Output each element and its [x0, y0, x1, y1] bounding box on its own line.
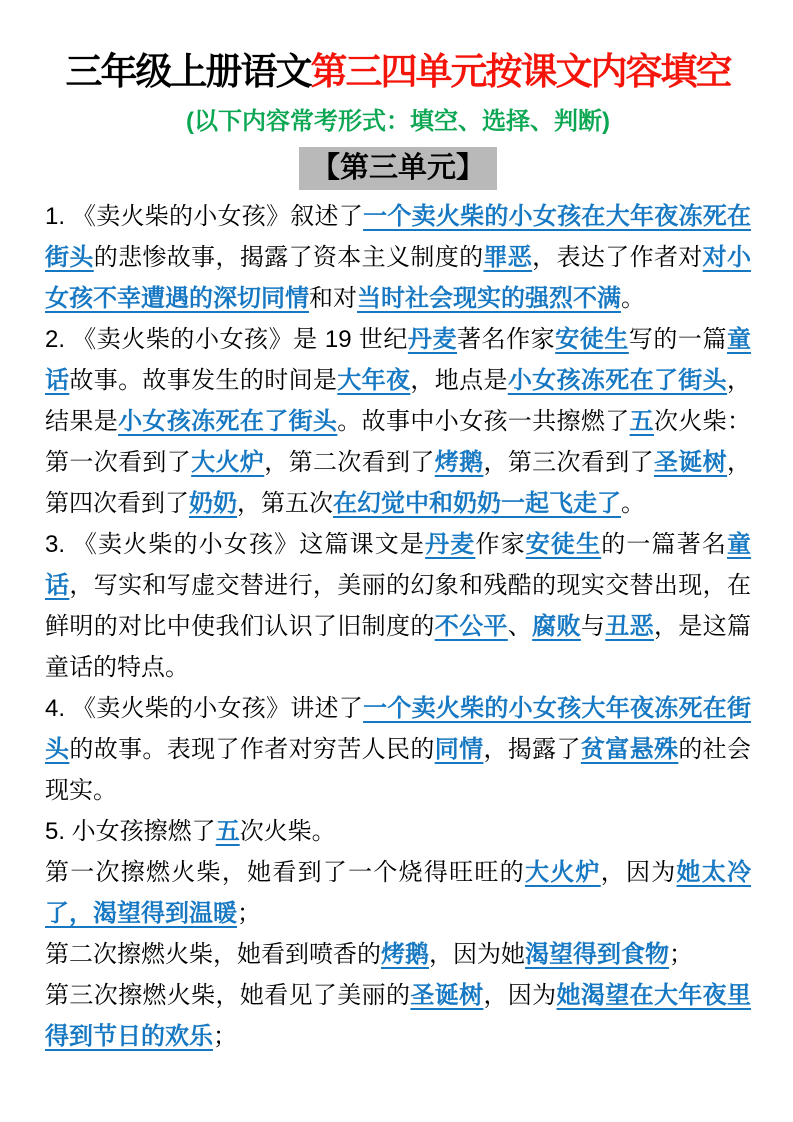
- paragraph: [45, 975, 751, 1057]
- blank-answer: 对小女孩不幸遭遇的深切同情: [45, 243, 752, 312]
- text-segment: ，第五次: [237, 489, 333, 517]
- blank-answer: 童话: [45, 325, 752, 394]
- text-segment: 、: [507, 612, 533, 640]
- blank-answer: 奶奶: [189, 489, 237, 517]
- text-segment: 的故事。表现了作者对穷苦人民的: [69, 735, 435, 763]
- paragraph: [45, 319, 751, 524]
- blank-answer: 丹麦: [407, 325, 457, 353]
- blank-answer: 安徒生: [525, 530, 602, 558]
- blank-answer: 一个卖火柴的小女孩在大年夜冻死在街头: [45, 202, 751, 271]
- blank-answer: 烤鹅: [434, 448, 484, 476]
- blank-answer: 大年夜: [337, 366, 411, 394]
- text-segment: 。: [621, 489, 645, 517]
- text-segment: 。故事中小女孩一共擦燃了: [337, 407, 630, 435]
- text-segment: ，结果是: [45, 366, 752, 435]
- blank-answer: 五: [629, 407, 654, 435]
- text-segment: 作家: [475, 530, 526, 558]
- text-segment: ；: [237, 899, 261, 927]
- blank-answer: 她太冷了，渴望得到温暖: [45, 858, 752, 927]
- blank-answer: 渴望得到食物: [525, 940, 669, 968]
- text-segment: 与: [580, 612, 606, 640]
- text-segment: 故事。故事发生的时间是: [69, 366, 338, 394]
- paragraph: [45, 852, 751, 934]
- blank-answer: 安徒生: [555, 325, 629, 353]
- paragraph: [45, 688, 751, 811]
- text-segment: 1. 《卖火柴的小女孩》叙述了: [45, 202, 364, 230]
- text-segment: 。: [621, 284, 645, 312]
- text-segment: 第三次擦燃火柴，她看见了美丽的: [45, 981, 411, 1009]
- exam-format-subtitle: (以下内容常考形式：填空、选择、判断): [186, 108, 610, 136]
- text-segment: ，第三次看到了: [483, 448, 654, 476]
- blank-answer: 腐败: [532, 612, 581, 640]
- text-segment: 的悲惨故事，揭露了资本主义制度的: [93, 243, 484, 271]
- text-segment: ，地点是: [410, 366, 508, 394]
- text-segment: ，第二次看到了: [264, 448, 435, 476]
- text-segment: ，因为: [600, 858, 677, 886]
- paragraph: [45, 196, 751, 319]
- text-segment: 次火柴。: [239, 817, 336, 845]
- text-segment: ，因为她: [429, 940, 525, 968]
- blank-answer: 她渴望在大年夜里得到节日的欢乐: [45, 981, 752, 1050]
- blank-answer: 大火炉: [191, 448, 265, 476]
- paragraph: [45, 524, 751, 688]
- paragraph-list: [45, 196, 751, 1057]
- text-segment: ，表达了作者对: [532, 243, 703, 271]
- blank-answer: 童话: [45, 530, 752, 599]
- blank-answer: 五: [215, 817, 240, 845]
- blank-answer: 贫富悬殊: [580, 735, 679, 763]
- text-segment: 次火柴：第一次看到了: [45, 407, 752, 476]
- text-segment: 4. 《卖火柴的小女孩》讲述了: [45, 694, 364, 722]
- text-segment: ，第四次看到了: [45, 448, 752, 517]
- section-header-unit3: 【第三单元】: [299, 147, 497, 190]
- blank-answer: 一个卖火柴的小女孩大年夜冻死在街头: [45, 694, 751, 763]
- text-segment: 3. 《卖火柴的小女孩》这篇课文是: [45, 530, 426, 558]
- text-segment: 的社会现实。: [45, 735, 752, 804]
- text-segment: ；: [669, 940, 693, 968]
- blank-answer: 圣诞树: [653, 448, 728, 476]
- section-header-wrap: [45, 147, 751, 190]
- page-title: [45, 50, 751, 94]
- blank-answer: 丹麦: [425, 530, 476, 558]
- paragraph: [45, 934, 751, 975]
- blank-answer: 圣诞树: [410, 981, 484, 1009]
- blank-answer: 罪恶: [483, 243, 533, 271]
- text-segment: ，写实和写虚交替进行，美丽的幻象和残酷的现实交替出现，在鲜明的对比中使我们认识了旧制度的: [45, 571, 752, 640]
- text-segment: 著名作家: [457, 325, 556, 353]
- text-segment: ；: [213, 1022, 237, 1050]
- blank-answer: 不公平: [434, 612, 508, 640]
- text-segment: 第一次擦燃火柴，她看到了一个烧得旺旺的: [45, 858, 525, 886]
- paragraph: [45, 811, 751, 852]
- blank-answer: 同情: [434, 735, 484, 763]
- text-segment: 第二次擦燃火柴，她看到喷香的: [45, 940, 381, 968]
- blank-answer: 烤鹅: [381, 940, 429, 968]
- text-segment: 和对: [309, 284, 357, 312]
- title-part-red: 第三四单元按课文内容填空: [310, 51, 731, 92]
- text-segment: 5. 小女孩擦燃了: [45, 817, 216, 845]
- blank-answer: 大火炉: [524, 858, 601, 886]
- title-part-black: 三年级上册语文: [65, 51, 311, 92]
- text-segment: ，揭露了: [483, 735, 581, 763]
- blank-answer: 在幻觉中和奶奶一起飞走了: [333, 489, 621, 517]
- text-segment: ，因为: [483, 981, 557, 1009]
- text-segment: ，是这篇童话的特点。: [45, 612, 752, 681]
- blank-answer: 小女孩冻死在了街头: [118, 407, 338, 435]
- text-segment: 写的一篇: [628, 325, 728, 353]
- text-segment: 2. 《卖火柴的小女孩》是 19 世纪: [45, 325, 408, 353]
- blank-answer: 小女孩冻死在了街头: [507, 366, 728, 394]
- blank-answer: 丑恶: [605, 612, 654, 640]
- blank-answer: 当时社会现实的强烈不满: [357, 284, 621, 312]
- text-segment: 的一篇著名: [601, 530, 728, 558]
